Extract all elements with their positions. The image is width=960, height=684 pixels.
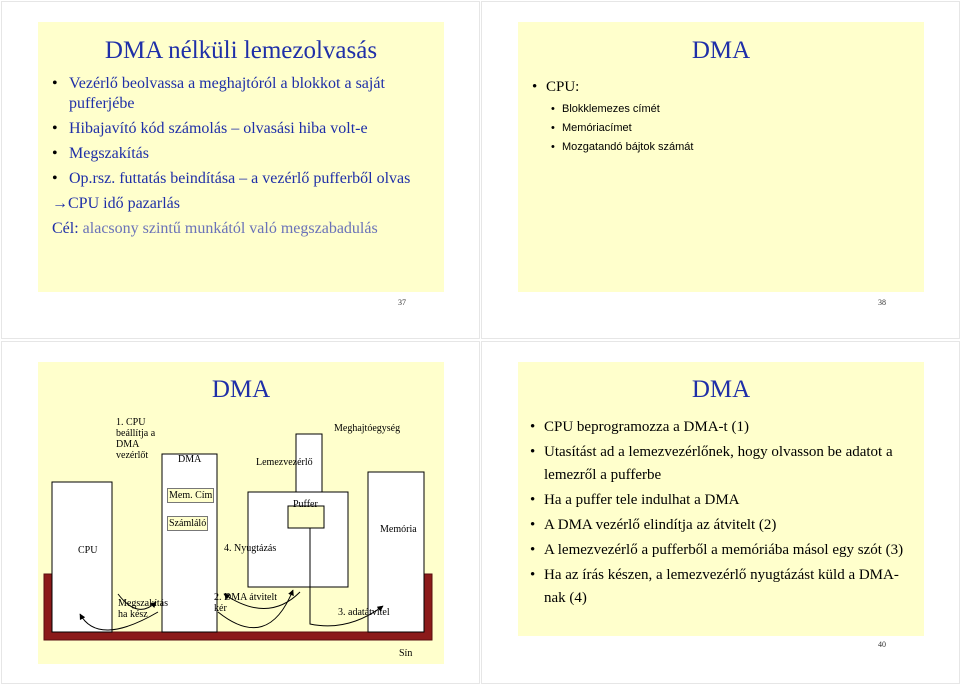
atvitel-label: 2. DMA átvitelt kér — [214, 592, 278, 614]
sub-bullet-item: • Memóriacímet — [548, 119, 908, 138]
sub-bullet-list — [548, 100, 908, 157]
slide-title: DMA — [211, 376, 271, 403]
szamlalo-label: Számláló — [169, 518, 207, 529]
page-39 — [1, 341, 480, 684]
bullet-item: • CPU: — [532, 76, 912, 99]
bullet-item: • A DMA vezérlő elindítja az átvitelt (2) — [530, 514, 914, 537]
page-number: 37 — [398, 298, 406, 307]
bullet-item: • A lemezvezérlő a pufferből a memóriába másol egy szót (3) — [530, 539, 914, 562]
megszakitas-label: Megszakítás ha kész — [118, 598, 168, 620]
page-40 — [481, 341, 960, 684]
goal-line — [52, 219, 432, 239]
arrow-right-icon: → — [52, 195, 68, 212]
bullet-item: • Op.rsz. futtatás beindítása – a vezérlő pufferből olvas — [52, 169, 432, 189]
arrow-line: →CPU idő pazarlás — [52, 195, 180, 212]
step1-label: 1. CPU beállítja a DMA vezérlőt — [116, 417, 156, 461]
slide-38 — [518, 22, 924, 292]
slide-37 — [38, 22, 444, 292]
slide-title: DMA — [691, 376, 751, 403]
bullet-list — [52, 74, 432, 244]
dma-label: DMA — [178, 454, 202, 465]
sin-label: Sín — [399, 648, 413, 659]
slide-40 — [518, 362, 924, 636]
slide-title: DMA nélküli lemezolvasás — [104, 37, 378, 64]
dma-diagram — [38, 362, 444, 664]
bullet-list — [530, 416, 914, 610]
bullet-item: • Ha az írás készen, a lemezvezérlő nyugtázást küld a DMA-nak (4) — [530, 564, 914, 610]
goal-text: alacsony szintű munkától való megszabadulás — [78, 220, 378, 237]
bullet-list — [532, 76, 912, 99]
lemezvezerlo-label: Lemezvezérlő — [256, 457, 313, 468]
cpu-box — [52, 482, 112, 632]
page-38 — [481, 1, 960, 339]
memoria-label: Memória — [380, 524, 417, 535]
mem-cim-label: Mem. Cím — [169, 490, 213, 501]
slide-39 — [38, 362, 444, 664]
bullet-item: • Utasítást ad a lemezvezérlőnek, hogy olvasson be adatot a lemezről a pufferbe — [530, 441, 914, 487]
page-37 — [1, 1, 480, 339]
slide-title: DMA — [691, 37, 751, 64]
bullet-item: • CPU beprogramozza a DMA-t (1) — [530, 416, 914, 439]
bullet-item: • Megszakítás — [52, 144, 432, 164]
bullet-item: • Hibajavító kód számolás – olvasási hiba volt-e — [52, 119, 432, 139]
goal-prefix: Cél: — [52, 220, 79, 237]
cpu-label: CPU — [78, 545, 98, 556]
page-number: 40 — [878, 640, 886, 649]
nyugtazas-label: 4. Nyugtázás — [224, 543, 277, 554]
adatatvitel-label: 3. adatátvitel — [338, 607, 390, 618]
meghajto-label: Meghajtóegység — [334, 423, 401, 434]
bullet-item: • Ha a puffer tele indulhat a DMA — [530, 489, 914, 512]
bullet-item: • Vezérlő beolvassa a meghajtóról a blokkot a saját pufferjébe — [52, 74, 432, 114]
sub-bullet-item: • Mozgatandó bájtok számát — [548, 138, 908, 157]
dma-box — [162, 454, 217, 632]
sub-bullet-item: • Blokklemezes címét — [548, 100, 908, 119]
puffer-label: Puffer — [293, 499, 318, 510]
page-number: 38 — [878, 298, 886, 307]
